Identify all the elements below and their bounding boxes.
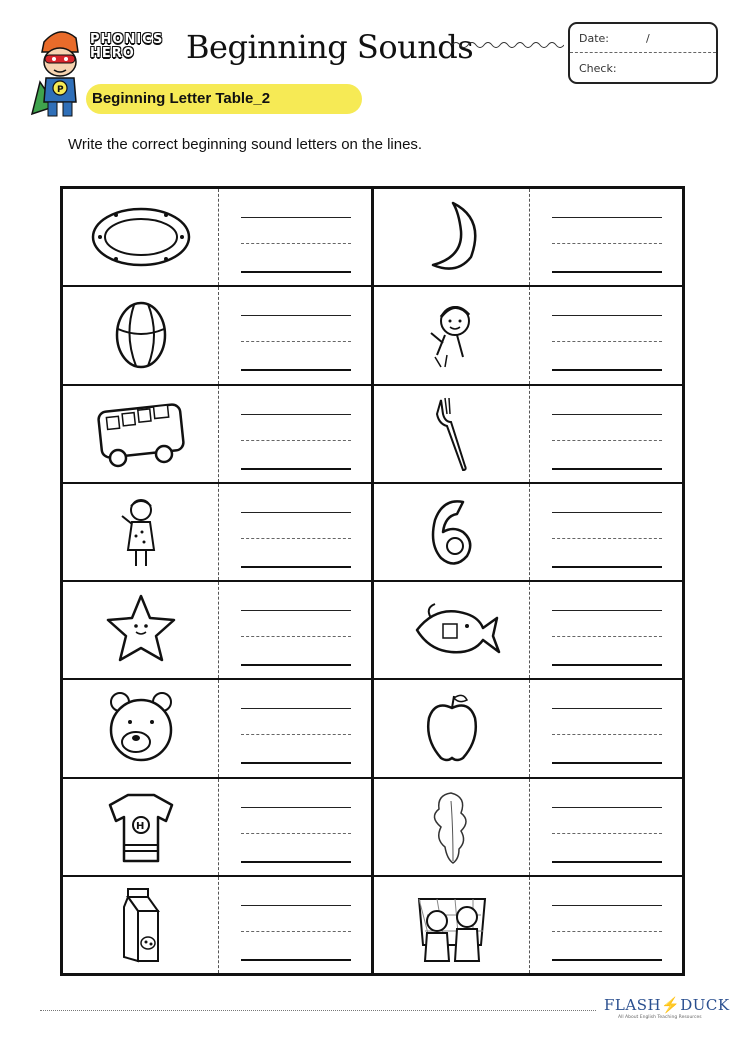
answer-lines[interactable]: [219, 582, 371, 678]
answer-lines[interactable]: [530, 189, 682, 285]
star-icon: [86, 590, 196, 670]
grid-row: [374, 386, 682, 484]
brand-left: FLASH: [604, 996, 662, 1014]
apple-icon: [397, 688, 507, 768]
answer-lines[interactable]: [530, 779, 682, 875]
worksheet-grid: [60, 186, 685, 976]
grid-row: [374, 484, 682, 582]
grid-row: [374, 680, 682, 778]
lightning-bolt-icon: ⚡: [661, 996, 681, 1014]
milk-carton-icon: [86, 885, 196, 965]
date-label: Date:: [579, 32, 609, 45]
leaf-icon: [397, 787, 507, 867]
grid-row: [374, 582, 682, 680]
date-divider: [570, 52, 716, 53]
grid-row: [63, 287, 371, 385]
date-separator: /: [646, 32, 650, 45]
grid-row: [63, 386, 371, 484]
grid-row: [63, 582, 371, 680]
answer-lines[interactable]: [530, 484, 682, 580]
answer-lines[interactable]: [219, 189, 371, 285]
girl-icon: [86, 492, 196, 572]
fork-icon: [397, 394, 507, 474]
answer-lines[interactable]: [219, 680, 371, 776]
phonics-hero-mascot-icon: [30, 22, 90, 120]
grid-row: [374, 779, 682, 877]
svg-text:P: P: [57, 85, 64, 95]
date-check-box: [568, 22, 718, 84]
fish-icon: [397, 590, 507, 670]
brand-tagline: All About English Teaching Resources: [618, 1015, 702, 1020]
flashduck-logo: [604, 996, 730, 1024]
left-column: [63, 189, 374, 973]
page-title: Beginning Sounds: [186, 28, 474, 66]
answer-lines[interactable]: [530, 386, 682, 482]
bus-icon: [86, 394, 196, 474]
grid-row: [63, 877, 371, 973]
right-column: [374, 189, 682, 973]
answer-lines[interactable]: [530, 877, 682, 973]
phonics-hero-logo: [90, 33, 186, 61]
oval-mirror-icon: [86, 197, 196, 277]
instructions-text: Write the correct beginning sound letters on the lines.: [68, 136, 423, 153]
hockey-jersey-icon: [86, 787, 196, 867]
answer-lines[interactable]: [530, 680, 682, 776]
grid-row: [63, 484, 371, 582]
grid-row: [63, 189, 371, 287]
answer-lines[interactable]: [530, 287, 682, 383]
answer-lines[interactable]: [219, 779, 371, 875]
check-label: Check:: [579, 62, 617, 75]
basketball-kids-icon: [397, 885, 507, 965]
grid-row: [374, 287, 682, 385]
grid-row: [63, 680, 371, 778]
bear-icon: [86, 688, 196, 768]
grid-row: [374, 189, 682, 287]
answer-lines[interactable]: [219, 386, 371, 482]
beach-ball-icon: [86, 295, 196, 375]
logo-line2: HERO: [90, 46, 135, 61]
grid-row: [63, 779, 371, 877]
crescent-moon-icon: [397, 197, 507, 277]
answer-lines[interactable]: [530, 582, 682, 678]
brand-right: DUCK: [680, 996, 730, 1014]
answer-lines[interactable]: [219, 877, 371, 973]
footer-divider: [40, 1010, 596, 1011]
answer-lines[interactable]: [219, 484, 371, 580]
svg-text:H: H: [135, 820, 144, 832]
subtitle-banner: Beginning Letter Table_2: [86, 84, 362, 114]
grid-row: [374, 877, 682, 973]
answer-lines[interactable]: [219, 287, 371, 383]
boy-waving-icon: [397, 295, 507, 375]
logo-line1: PHONICS: [90, 32, 164, 47]
number-six-icon: [397, 492, 507, 572]
squiggle-decoration-icon: [452, 38, 564, 52]
